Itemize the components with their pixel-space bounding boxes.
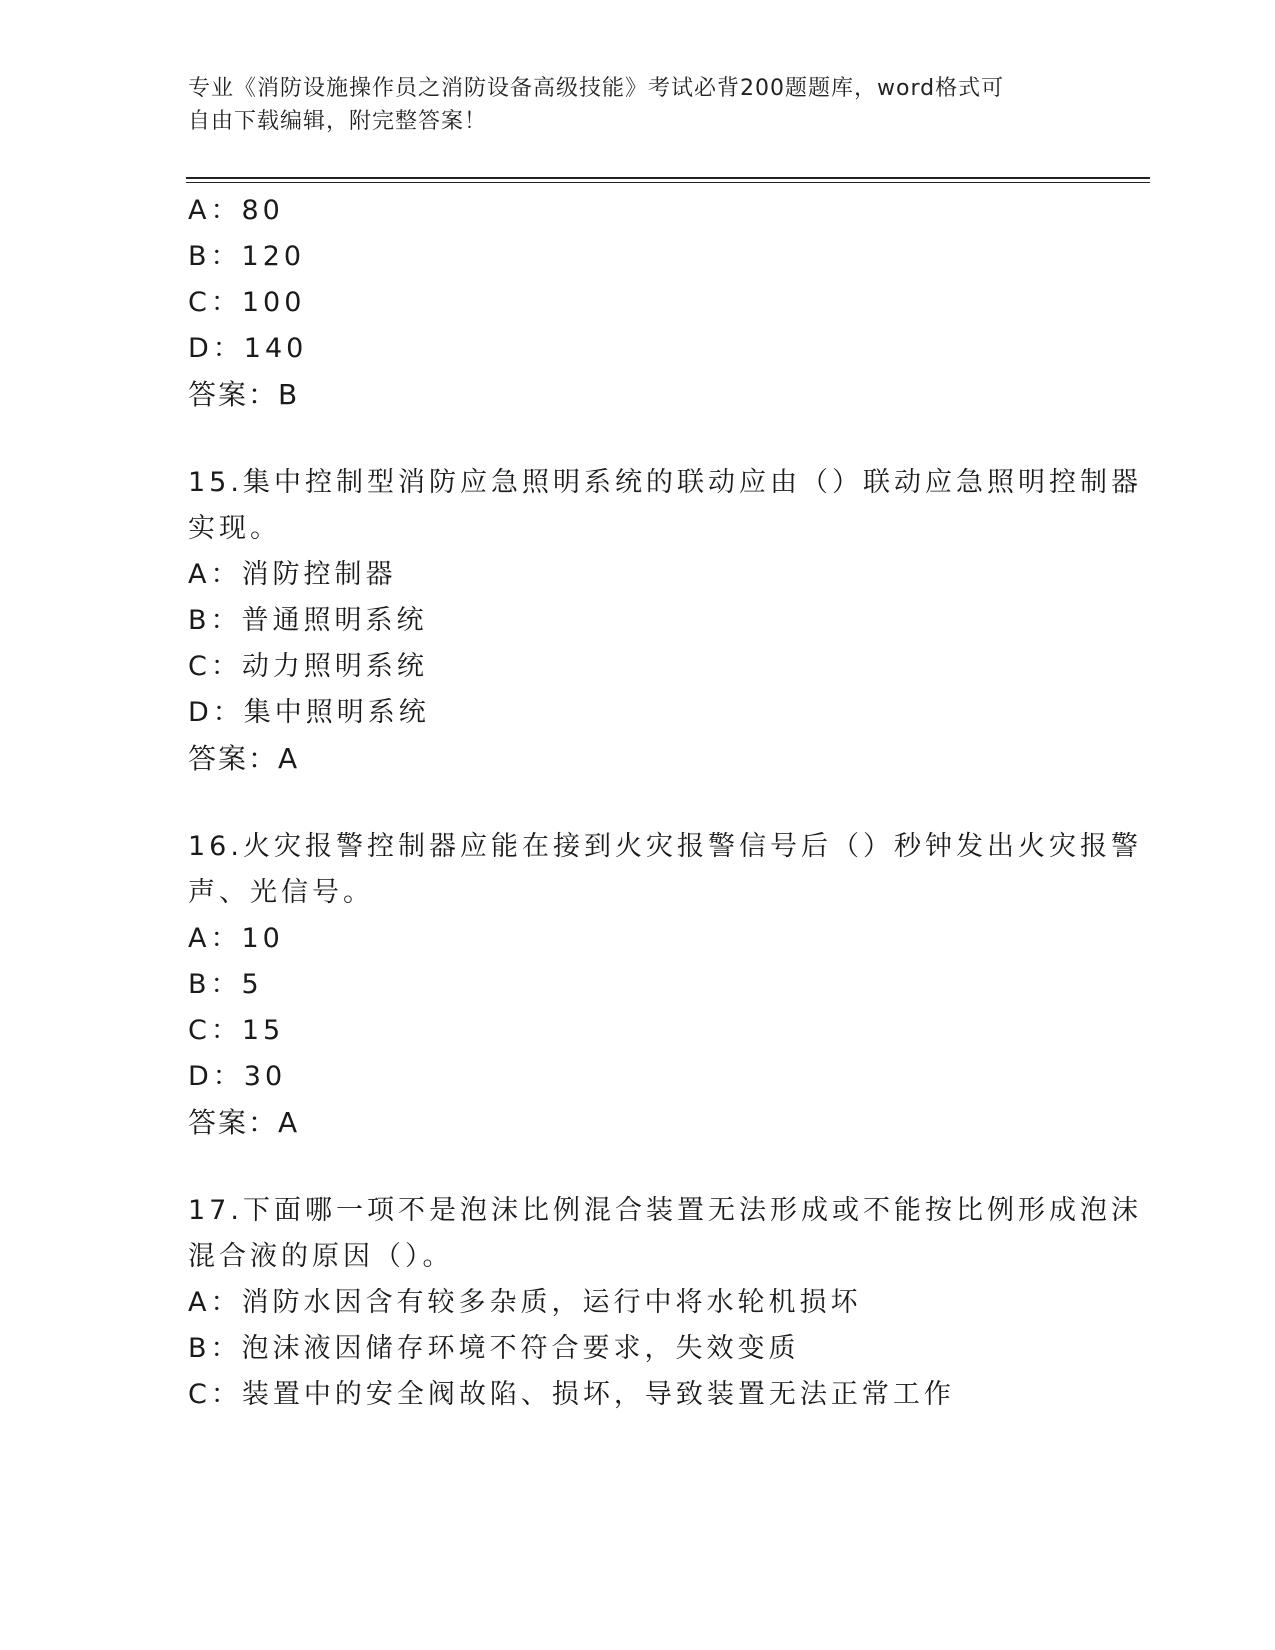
question-spacer (188, 1146, 1088, 1188)
option-a: A：10 (188, 923, 284, 954)
question-text-line-1: 15.集中控制型消防应急照明系统的联动应由（）联动应急照明控制器 (188, 467, 1142, 498)
header-divider-thin (186, 182, 1150, 183)
option-c: C：动力照明系统 (188, 651, 428, 682)
option-c: C：100 (188, 287, 306, 318)
option-b: B：普通照明系统 (188, 605, 428, 636)
question-17 (188, 1188, 1142, 1418)
header-line-1: 专业《消防设施操作员之消防设备高级技能》考试必背200题题库，word格式可 (188, 76, 1005, 101)
option-c: C：装置中的安全阀故陷、损坏，导致装置无法正常工作 (188, 1379, 955, 1410)
option-a: A：80 (188, 195, 284, 226)
option-c: C：15 (188, 1015, 285, 1046)
question-content (188, 188, 1142, 1418)
option-b: B：120 (188, 241, 306, 272)
document-header (188, 72, 1068, 138)
answer-line: 答案：A (188, 1106, 300, 1139)
question-text-line-2: 实现。 (188, 513, 281, 544)
question-spacer (188, 418, 1088, 460)
option-d: D：30 (188, 1061, 287, 1092)
question-15 (188, 460, 1142, 782)
option-a: A：消防水因含有较多杂质，运行中将水轮机损坏 (188, 1287, 862, 1318)
question-16 (188, 824, 1142, 1146)
option-d: D：集中照明系统 (188, 697, 430, 728)
option-a: A：消防控制器 (188, 559, 397, 590)
question-text-line-1: 17.下面哪一项不是泡沫比例混合装置无法形成或不能按比例形成泡沫 (188, 1195, 1142, 1226)
option-d: D：140 (188, 333, 308, 364)
answer-line: 答案：B (188, 378, 300, 411)
option-b: B：泡沫液因储存环境不符合要求，失效变质 (188, 1333, 800, 1364)
question-14 (188, 188, 1088, 418)
option-b: B：5 (188, 969, 263, 1000)
answer-line: 答案：A (188, 742, 300, 775)
question-spacer (188, 782, 1088, 824)
header-divider-thick (186, 177, 1150, 179)
question-text-line-2: 混合液的原因（）。 (188, 1241, 454, 1272)
question-text-line-1: 16.火灾报警控制器应能在接到火灾报警信号后（）秒钟发出火灾报警 (188, 831, 1142, 862)
header-line-2: 自由下载编辑，附完整答案！ (188, 109, 488, 134)
question-text-line-2: 声、光信号。 (188, 877, 374, 908)
